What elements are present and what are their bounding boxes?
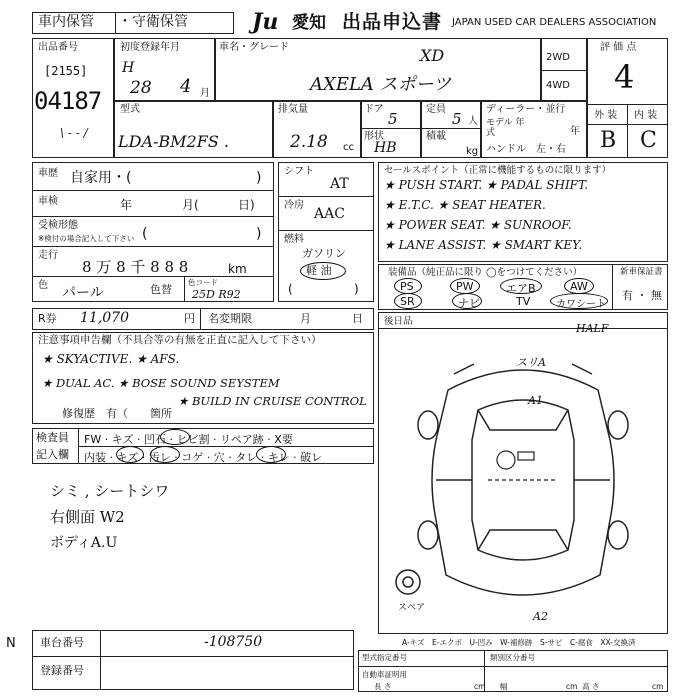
capacity-unit: 人	[468, 116, 478, 127]
diag-front-mark: A1	[528, 394, 543, 407]
lot-bracket-no: [2155]	[44, 64, 88, 78]
capacity-value: 5	[452, 110, 462, 128]
diag-spare-label: スペア	[398, 603, 426, 613]
shift-value: AT	[330, 176, 349, 192]
mid-left-block	[32, 162, 274, 302]
lot-tick: \ - - /	[60, 126, 88, 140]
ins-int-ana: 穴	[213, 451, 225, 464]
storage-tail: ・守衛保管	[118, 14, 188, 30]
notes-label: 注意事項申告欄（不具合等の有無を正直に記入して下さい）	[38, 334, 322, 346]
drive-4wd: 4WD	[546, 80, 570, 91]
equip-kawa-seat: カワシート	[556, 299, 606, 310]
inspector-note-3: ボディA.U	[50, 535, 118, 551]
name-change-month: 月	[300, 312, 311, 325]
recycle-label: R券	[38, 312, 57, 325]
ins-int-kire: キレ	[267, 451, 290, 464]
receipt-label: 受検形態	[38, 220, 78, 231]
equip-kawa-circle	[550, 293, 608, 309]
equip-ps: PS	[400, 280, 414, 293]
ins-int-yabure: 破レ	[300, 451, 323, 464]
score-int-value: C	[640, 128, 657, 153]
ins-kizu: キズ	[111, 433, 134, 446]
ju-logo: Ju	[252, 9, 279, 35]
org-english: JAPAN USED CAR DEALERS ASSOCIATION	[452, 17, 657, 28]
div-v8	[480, 100, 482, 158]
color-change-label: 色替	[150, 283, 172, 296]
first-reg-month: 4	[180, 76, 192, 97]
shaken-year: 年	[120, 198, 133, 212]
equipment-label: 装備品（純正品に限り ◯をつけてください）	[388, 267, 583, 278]
rc-v1	[200, 308, 201, 330]
ins-fw: FW	[84, 433, 102, 446]
spec-cm-1: cm	[474, 682, 486, 691]
div-h1	[113, 100, 586, 102]
color-code-label: 色コード	[188, 278, 218, 287]
chassis-value: -108750	[204, 634, 263, 650]
color-value: パール	[62, 285, 104, 301]
equip-airbag-circle	[500, 278, 542, 294]
sh-h1	[278, 196, 374, 197]
equip-airbag: エアB	[506, 282, 536, 295]
storage-label: 車内保管	[38, 14, 94, 30]
spec-cm-3: cm	[652, 682, 664, 691]
ins-x: X要	[274, 433, 293, 446]
score-int-label: 内 装	[634, 110, 658, 121]
ml-h3	[32, 246, 274, 247]
first-reg-label: 初度登録年月	[120, 42, 180, 53]
ins-int-tare-circle	[256, 446, 286, 463]
equip-aw: AW	[570, 280, 588, 293]
div-v2	[214, 38, 216, 100]
rear-seat-label: 後日品	[384, 316, 413, 327]
spec-type-label: 型式指定番号	[362, 653, 407, 662]
shaken-month: 月(	[182, 198, 199, 212]
doc-title: 出品申込書	[342, 11, 443, 33]
fuel-open: (	[288, 282, 293, 296]
ins-hibi: ヒビ割	[176, 433, 210, 446]
ch-v1	[100, 630, 101, 690]
inspector-label-1: 検査員	[36, 431, 69, 444]
eq-v1	[612, 264, 613, 310]
diag-sunroof-mark: スリA	[516, 356, 546, 369]
score-ext-value: B	[600, 128, 617, 153]
sp-h1	[358, 666, 668, 667]
shaken-day: 日)	[238, 198, 255, 212]
ins-heko: 凹石	[144, 433, 166, 446]
div-v4	[586, 38, 588, 158]
div-v9	[627, 104, 628, 158]
spec-length: 長 さ	[374, 682, 392, 691]
name-change-day: 日	[352, 312, 363, 325]
disp-unit: cc	[343, 142, 354, 153]
dealer-handle: ハンドル 左・右	[486, 144, 566, 155]
dealer-year-unit: 年	[570, 126, 580, 137]
ins-int-tare: タレ	[235, 451, 258, 464]
ins-int-koge: コゲ	[181, 451, 204, 464]
cooler-label: 冷房	[284, 200, 304, 211]
div-v5	[272, 100, 274, 158]
score-label: 評 価 点	[600, 42, 637, 53]
equip-navi-circle	[452, 293, 482, 309]
equip-navi: ナビ	[458, 297, 480, 310]
car-diagram	[378, 330, 668, 630]
load-unit: kg	[466, 146, 479, 157]
org-name: 愛知	[292, 13, 326, 33]
inspector-note-2: 右側面 W2	[50, 508, 125, 526]
spec-type-sub: 類別区分番号	[490, 653, 535, 662]
fuel-gasoline: ガソリン	[302, 247, 346, 260]
fuel-label: 燃料	[284, 234, 304, 245]
ins-interior: 内装	[84, 451, 106, 464]
lot-number: 04187	[34, 87, 102, 115]
ins-int-kizu-circle	[116, 446, 144, 463]
inspector-note-1: シミ , シートシワ	[50, 482, 170, 500]
registration-label: 登録番号	[40, 664, 84, 677]
shift-block	[278, 162, 374, 302]
repair-label: 修復歴 有（	[62, 407, 128, 420]
diag-rear-mark: A2	[533, 610, 548, 623]
score-ext-label: 外 装	[594, 110, 618, 121]
chassis-side-mark: N	[6, 636, 16, 651]
first-reg-month-unit: 月	[200, 88, 210, 99]
name-change-label: 名変期限	[208, 312, 252, 325]
doors-value: 5	[388, 110, 398, 128]
ins-int-yogore-circle	[150, 446, 180, 463]
disp-value: 2.18	[290, 132, 328, 152]
equip-sr: SR	[400, 295, 415, 308]
ml-h2	[32, 216, 274, 217]
history-value: 自家用・(	[70, 170, 132, 186]
ins-repair: リペア跡	[220, 433, 264, 446]
dealer-model-year: モデル 年式	[486, 118, 525, 138]
type-label: 型式	[120, 104, 140, 115]
div-h3	[540, 70, 586, 71]
notes-line-2: ★ DUAL AC. ★ BOSE SOUND SEYSTEM	[42, 376, 280, 390]
equip-sr-circle	[394, 293, 422, 309]
ml-h1	[32, 190, 274, 191]
mileage-label: 走行	[38, 250, 58, 261]
sales-line-2: ★ E.T.C. ★ SEAT HEATER.	[384, 198, 546, 212]
receipt-open: (	[142, 226, 148, 242]
cooler-value: AAC	[314, 206, 345, 222]
disp-label: 排気量	[278, 104, 308, 115]
sales-line-1: ★ PUSH START. ★ PADAL SHIFT.	[384, 178, 589, 192]
dg-h1	[378, 328, 668, 329]
mileage-unit: km	[228, 262, 247, 276]
model-name: AXELA スポーツ	[310, 74, 451, 95]
history-label: 車歴	[38, 168, 58, 179]
shift-label: シフト	[284, 166, 314, 177]
damage-legend: A-キズ E-エクボ U-凹み W-補修跡 S-サビ C-腐食 XX-交換済	[402, 638, 636, 647]
ins-int-kizu: キズ	[116, 451, 139, 464]
model-label: 車名・グレード	[219, 42, 289, 53]
warranty-value: 有 ・ 無	[622, 289, 662, 302]
chassis-label: 車台番号	[40, 636, 84, 649]
fuel-close: )	[354, 282, 359, 296]
shape-label: 形状	[364, 131, 384, 142]
receipt-note: ※検付の場合記入して下さい	[38, 234, 135, 243]
div-h2	[360, 128, 480, 129]
equip-pw: PW	[456, 280, 474, 293]
notes-line-1: ★ SKYACTIVE. ★ AFS.	[42, 352, 180, 366]
shaken-label: 車検	[38, 196, 58, 207]
color-label: 色	[38, 280, 48, 291]
spec-cm-2: cm	[566, 682, 578, 691]
spec-height: 高 さ	[582, 682, 600, 691]
inspection-row-2: 内装 · キズ · 汚レ · コゲ · 穴 · タレ · キレ · 破レ	[84, 451, 323, 464]
equip-ps-circle	[394, 278, 422, 294]
receipt-close: )	[256, 226, 262, 242]
shape-value: HB	[374, 140, 397, 156]
color-code-value: 25D R92	[192, 288, 241, 301]
inspection-row-1: FW · キズ · 凹石 · ヒビ割 · リペア跡 · X要	[84, 433, 293, 446]
ml-v1	[184, 276, 185, 302]
div-v1	[113, 38, 115, 158]
spec-width: 幅	[500, 682, 508, 691]
equip-tv: TV	[516, 295, 531, 308]
sales-line-4: ★ LANE ASSIST. ★ SMART KEY.	[384, 238, 583, 252]
equip-aw-circle	[564, 278, 594, 294]
ins-heko-circle	[160, 429, 190, 445]
doors-label: ドア	[364, 104, 384, 115]
div-v7	[420, 100, 422, 158]
notes-line-3: ★ BUILD IN CRUISE CONTROL	[178, 394, 367, 408]
capacity-label: 定員	[426, 104, 446, 115]
equip-pw-circle	[450, 278, 480, 294]
sales-line-3: ★ POWER SEAT. ★ SUNROOF.	[384, 218, 572, 232]
drive-2wd: 2WD	[546, 52, 570, 63]
sales-points-label: セールスポイント（正常に機能するものに限ります）	[384, 165, 612, 176]
first-reg-era: H	[122, 60, 135, 76]
score-value: 4	[614, 58, 635, 96]
recycle-value: 11,070	[80, 310, 129, 326]
recycle-unit: 円	[184, 312, 195, 325]
mileage-value: 8 万 8 千 8 8 8	[82, 258, 189, 276]
model-grade: XD	[420, 46, 445, 65]
storage-box-outer	[32, 12, 234, 34]
ch-h1	[32, 656, 354, 657]
warranty-label: 新車保証書	[620, 267, 663, 277]
lot-label: 出品番号	[38, 42, 78, 53]
history-close: )	[256, 170, 262, 186]
inspector-label-2: 記入欄	[36, 448, 69, 461]
sh-h2	[278, 230, 374, 231]
type-value: LDA-BM2FS .	[118, 132, 229, 151]
ins-int-yogore: 汚レ	[148, 451, 171, 464]
load-label: 積載	[426, 131, 446, 142]
first-reg-year: 28	[130, 78, 152, 98]
dealer-label: ディーラー・並行	[486, 104, 566, 115]
repair-tail: 箇所	[150, 407, 172, 420]
div-v6	[360, 100, 362, 158]
spec-cert-label: 自動車証明用	[362, 670, 407, 679]
fuel-diesel: 軽 油	[306, 264, 332, 277]
rear-seat-value: HALF	[576, 322, 609, 335]
div-v3	[540, 38, 542, 100]
